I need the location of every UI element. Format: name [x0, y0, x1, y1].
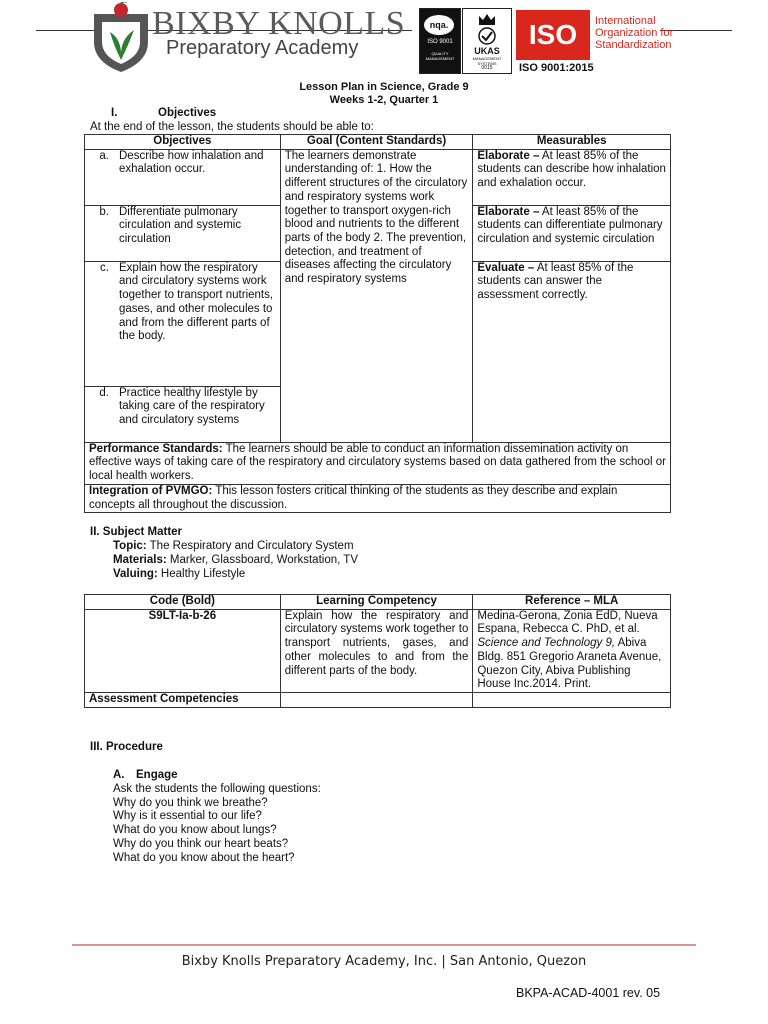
objective-cell — [85, 261, 281, 386]
reference-cell — [473, 609, 671, 692]
table-row — [85, 149, 671, 205]
lesson-subtitle: Weeks 1-2, Quarter 1 — [329, 94, 439, 106]
nqa-cert-sub: QUALITY MANAGEMENT — [425, 51, 455, 61]
measurable-text: At least 85% of the students can answer the assessment correctly. — [477, 261, 634, 302]
objective-item — [89, 150, 276, 177]
footer-text: Bixby Knolls Preparatory Academy, Inc. | San Antonio, Quezon — [181, 954, 587, 969]
measurable-label: Elaborate – — [477, 149, 540, 162]
topic-line — [113, 540, 354, 554]
footer-rule — [72, 944, 696, 946]
iso-logo-text: ISO — [528, 19, 578, 50]
table-header-row — [85, 595, 671, 610]
engage-letter: A. — [113, 769, 125, 781]
list-item: What do you know about lungs? — [113, 824, 277, 837]
column-header: Objectives — [85, 135, 281, 150]
performance-standards-cell — [85, 442, 671, 484]
nqa-cert-label: ISO 9001 — [427, 39, 453, 45]
list-item: Why is it essential to our life? — [113, 810, 262, 823]
ukas-certificate — [462, 8, 512, 74]
pvmgo-text: This lesson fosters critical thinking of the students as they describe and explain concepts all throughout the discussion. — [89, 484, 618, 511]
empty-cell — [473, 692, 671, 707]
pvmgo-row — [85, 484, 671, 512]
section2-heading: II. Subject Matter — [90, 526, 183, 538]
engage-questions — [113, 783, 321, 865]
column-header: Reference – MLA — [473, 595, 671, 610]
list-item: Ask the students the following questions: — [113, 783, 321, 795]
objective-cell — [85, 386, 281, 442]
iso-standard: ISO 9001:2015 — [519, 62, 594, 74]
section1-number: I. — [111, 107, 118, 119]
section3-heading: III. Procedure — [90, 741, 163, 753]
list-item: Why do you think our heart beats? — [113, 837, 289, 850]
reference-authors: Medina-Gerona, Zonia EdD, Nueva Espana, Rebecca C. PhD, et al. — [477, 609, 658, 636]
iso-logo — [516, 10, 590, 60]
column-header: Goal (Content Standards) — [280, 135, 473, 150]
reference-title: Science and Technology 9, — [477, 637, 616, 650]
objective-text: Differentiate pulmonary circulation and systemic circulation — [119, 205, 242, 246]
pvmgo-label: Integration of PVMGO: — [89, 484, 213, 497]
engage-heading: Engage — [136, 769, 178, 781]
crown-icon — [478, 12, 496, 26]
objective-text: Describe how inhalation and exhalation occur. — [119, 149, 264, 176]
ukas-label: UKAS — [474, 46, 500, 56]
nqa-logo: nqa. — [424, 15, 454, 35]
competency-cell: Explain how the respiratory and circulatory systems work together to transport nutrients, gases, and other molecules to and from the different parts of the body. — [280, 609, 473, 692]
table-row — [85, 609, 671, 692]
goal-cell — [280, 149, 473, 442]
lesson-title: Lesson Plan in Science, Grade 9 — [299, 81, 469, 93]
measurable-text: At least 85% of the students can describe how inhalation and exhalation occur. — [477, 149, 666, 190]
list-item: Why do you think we breathe? — [113, 796, 268, 809]
ukas-sub: MANAGEMENT SYSTEMS — [472, 56, 502, 66]
materials-value: Marker, Glassboard, Workstation, TV — [166, 554, 358, 566]
nqa-certificate — [419, 8, 461, 74]
objective-cell — [85, 149, 281, 205]
performance-standards-row — [85, 442, 671, 484]
objectives-table — [84, 134, 671, 513]
code-cell: S9LT-Ia-b-26 — [85, 609, 281, 692]
topic-value: The Respiratory and Circulatory System — [146, 540, 354, 552]
objective-letter: a. — [99, 149, 109, 162]
materials-line — [113, 554, 358, 568]
school-logo — [90, 2, 152, 74]
measurable-text: At least 85% of the students can differentiate pulmonary circulation and systemic circulation — [477, 205, 663, 246]
goal-text: The learners demonstrate understanding of: 1. How the different structures of the circulatory and respiratory systems work together to transport oxygen-rich blood and nutrients to the different parts of the body 2. The prevention, detection, and treatment of diseases affecting the circulatory and respiratory systems — [284, 149, 468, 286]
objective-item — [89, 262, 276, 344]
school-name: BIXBY KNOLLS — [152, 5, 406, 42]
iso-org-line: Organization for — [595, 27, 674, 39]
objective-item — [89, 387, 276, 428]
section1-heading: Objectives — [158, 107, 217, 119]
objective-item — [89, 206, 276, 247]
objective-letter: d. — [99, 386, 109, 399]
document-code: BKPA-ACAD-4001 rev. 05 — [516, 986, 661, 1000]
header-rule-left — [36, 30, 98, 31]
competency-table — [84, 594, 671, 708]
reference-publisher: Abiva Bldg. 851 Gregorio Araneta Avenue, Quezon City, Abiva Publishing House Inc.2014. Print. — [477, 637, 662, 691]
objective-cell — [85, 205, 281, 261]
measurable-cell — [473, 261, 671, 442]
objective-text: Practice healthy lifestyle by taking care of the respiratory and circulatory systems — [119, 386, 265, 427]
column-header: Measurables — [473, 135, 671, 150]
table-header-row — [85, 135, 671, 150]
iso-org-line: Standardization — [595, 39, 672, 51]
check-icon — [475, 27, 499, 45]
column-header: Learning Competency — [280, 595, 473, 610]
iso-org-line: International — [595, 15, 656, 27]
valuing-value: Healthy Lifestyle — [157, 568, 246, 580]
section1-intro: At the end of the lesson, the students should be able to: — [90, 121, 374, 133]
materials-label: Materials: — [113, 554, 167, 566]
list-item: What do you know about the heart? — [113, 851, 295, 864]
valuing-label: Valuing: — [113, 568, 158, 580]
valuing-line — [113, 568, 245, 582]
empty-cell — [280, 692, 473, 707]
measurable-label: Evaluate – — [477, 261, 535, 274]
iso-org-name — [595, 15, 673, 51]
pvmgo-cell — [85, 484, 671, 512]
objective-letter: c. — [100, 261, 109, 274]
performance-standards-label: Performance Standards: — [89, 442, 223, 455]
performance-standards-text: The learners should be able to conduct an information dissemination activity on effective ways of taking care of the respiratory and circulatory systems based on data gathered from the school or local health workers. — [89, 442, 666, 483]
school-subtitle: Preparatory Academy — [166, 37, 359, 59]
topic-label: Topic: — [113, 540, 147, 552]
measurable-cell — [473, 205, 671, 261]
measurable-cell — [473, 149, 671, 205]
table-row — [85, 692, 671, 707]
assessment-cell: Assessment Competencies — [85, 692, 281, 707]
column-header: Code (Bold) — [85, 595, 281, 610]
objective-letter: b. — [99, 205, 109, 218]
objective-text: Explain how the respiratory and circulatory systems work together to transport nutrients, gases, and other molecules to and from the different parts of the body. — [119, 261, 274, 343]
ukas-number: 0015 — [481, 65, 493, 71]
measurable-label: Elaborate – — [477, 205, 540, 218]
